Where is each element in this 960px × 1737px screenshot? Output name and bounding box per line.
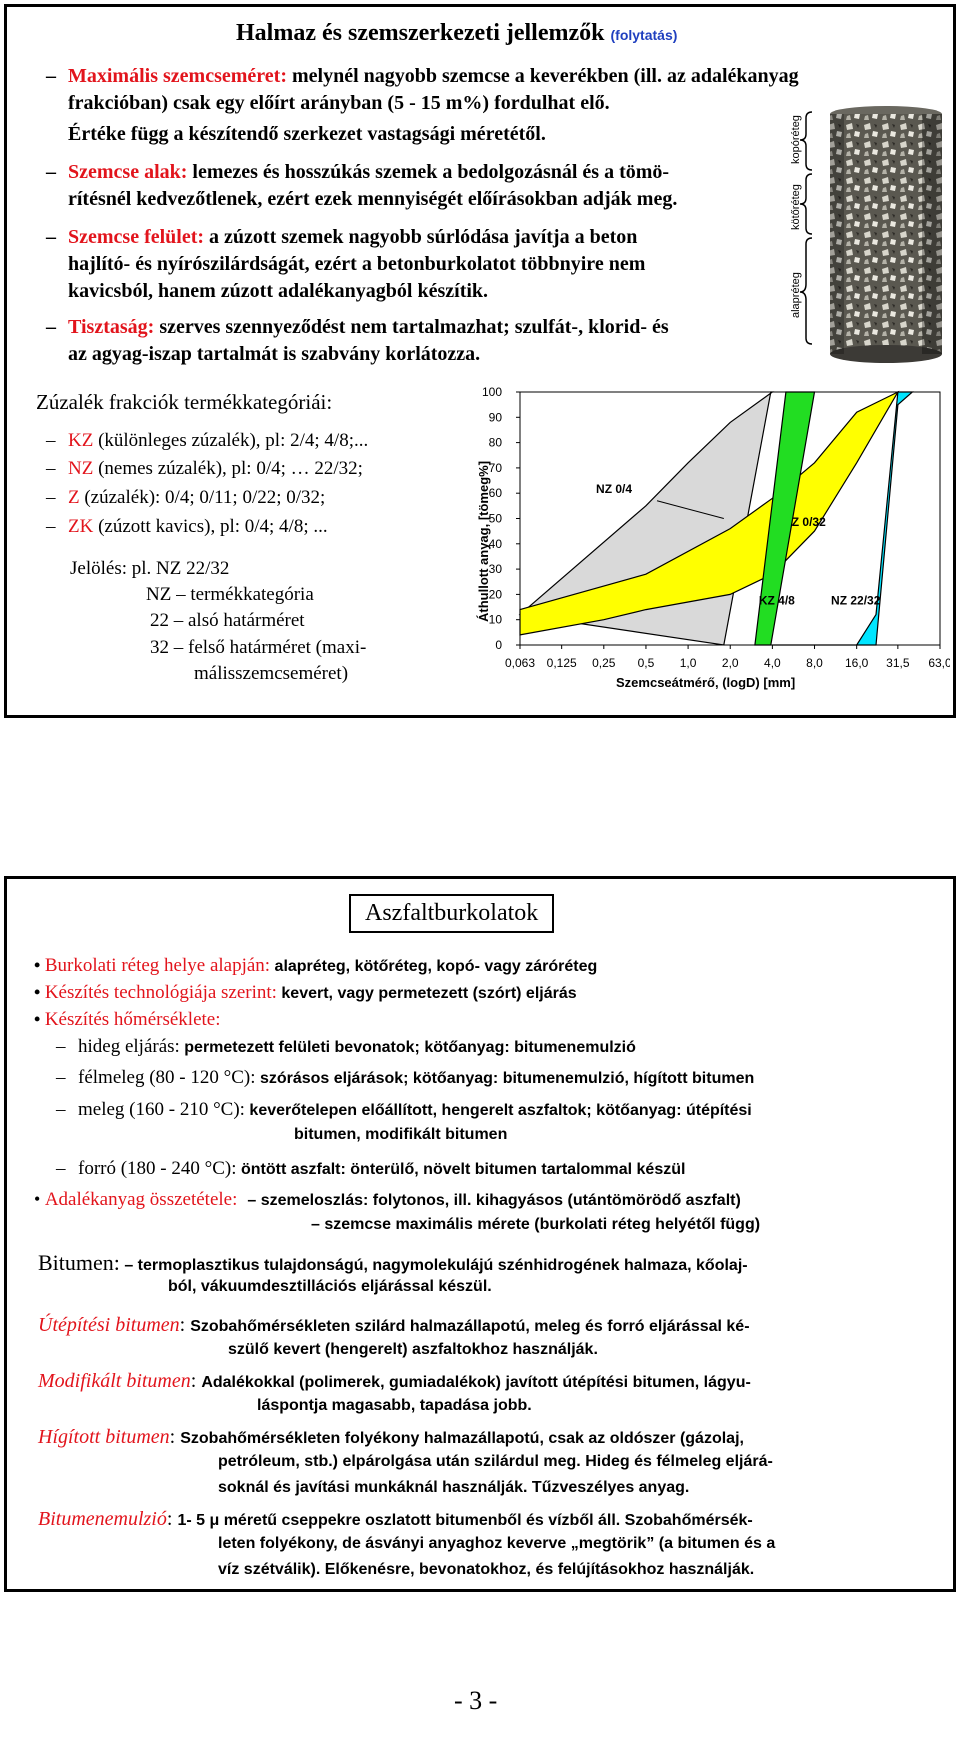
x-tick-label-9: 31,5 — [886, 656, 910, 670]
item-max-size-line3: Értéke függ a készítendő szerkezet vastagsági méretétől. — [68, 123, 546, 145]
label-kopo: kopóréteg — [790, 115, 802, 164]
x-tick-label-4: 1,0 — [679, 656, 697, 670]
bullet-layer: • Burkolati réteg helye alapján: alapréteg, kötőréteg, kopó- vagy záróréteg — [34, 955, 598, 976]
aggregate-line2: – szemcse maximális mérete (burkolati réteg helyétől függ) — [311, 1216, 761, 1233]
marking-title: Jelölés: pl. NZ 22/32 — [70, 558, 230, 579]
x-tick-label-3: 0,5 — [637, 656, 655, 670]
fraction-kz: – KZ (különleges zúzalék), pl: 2/4; 4/8;... — [46, 430, 369, 451]
marking-line-2: 22 – alsó határméret — [150, 610, 305, 631]
x-tick-label-10: 63,0 — [928, 656, 950, 670]
y-tick-label-7: 70 — [488, 460, 502, 475]
fraction-zk: – ZK (zúzott kavics), pl: 0/4; 4/8; ... — [46, 516, 328, 537]
bitumen-def: Bitumen: – termoplasztikus tulajdonságú, nagymolekulájú szénhidrogének halmaza, kőolaj- — [38, 1250, 748, 1275]
item-shape-line2: rítésnél kedvezőtlenek, ezért ezek mennyiségét előírásokban adják meg. — [68, 188, 678, 210]
x-tick-label-8: 16,0 — [844, 656, 869, 670]
x-tick-label-7: 8,0 — [806, 656, 823, 670]
marking-line-4: málisszemcseméret) — [194, 663, 349, 684]
chart-annotation-3: NZ 22/32 — [831, 593, 881, 608]
bullet-temp: • Készítés hőmérséklete: — [34, 1009, 221, 1030]
item-shape: – Szemcse alak: lemezes és hosszúkás szemek a bedolgozásnál és a tömö- — [46, 161, 670, 183]
y-tick-label-6: 60 — [488, 486, 502, 501]
x-tick-label-5: 2,0 — [721, 656, 739, 670]
def-road-bitumen: Útépítési bitumen: Szobahőmérsékleten szilárd halmazállapotú, meleg és forró eljárással ké- — [38, 1314, 750, 1336]
temp-warm-line2: bitumen, modifikált bitumen — [294, 1126, 508, 1143]
temp-warm: – meleg (160 - 210 °C): keverőtelepen előállított, hengerelt aszfaltok; kötőanyag: útépítési — [56, 1099, 752, 1120]
section1-title: Halmaz és szemszerkezeti jellemzők (folytatás) — [236, 20, 678, 46]
item-purity: – Tisztaság: szerves szennyeződést nem tartalmazhat; szulfát-, klorid- és — [46, 316, 669, 338]
chart-ylabel: Áthullott anyag, [tömeg%] — [476, 460, 491, 622]
fractions-heading: Zúzalék frakciók termékkategóriái: — [36, 390, 333, 414]
x-tick-label-0: 0,063 — [504, 656, 536, 670]
asphalt-heading: Aszfaltburkolatok — [349, 894, 554, 933]
y-tick-label-3: 30 — [488, 562, 502, 577]
y-tick-label-5: 50 — [488, 511, 502, 526]
x-tick-label-1: 0,125 — [546, 656, 577, 670]
chart-annotation-0: NZ 0/4 — [596, 482, 633, 497]
marking-line-1: NZ – termékkategória — [146, 584, 314, 605]
item-surface: – Szemcse felület: a zúzott szemek nagyobb súrlódása javítja a beton — [46, 226, 638, 248]
item-surface-line2: hajlító- és nyírószilárdságát, ezért a betonburkolatot többnyire nem — [68, 253, 646, 275]
bitumen-def-line2: ból, vákuumdesztillációs eljárással készül. — [168, 1278, 492, 1295]
y-tick-label-10: 100 — [481, 385, 502, 399]
label-koto: kötőréteg — [790, 184, 802, 230]
y-tick-label-2: 20 — [488, 587, 502, 602]
y-tick-label-4: 40 — [488, 536, 502, 551]
fraction-z: – Z (zúzalék): 0/4; 0/11; 0/22; 0/32; — [46, 487, 326, 508]
def-cutback-bitumen-line3: soknál és javítási munkáknál használják. Tűzveszélyes anyag. — [218, 1479, 690, 1496]
item-max-size-line2: frakcióban) csak egy előírt arányban (5 - 15 m%) fordulhat elő. — [68, 92, 610, 114]
marking-line-3: 32 – felső határméret (maxi- — [150, 637, 367, 658]
item-purity-line2: az agyag-iszap tartalmát is szabvány korlátozza. — [68, 343, 481, 365]
temp-cold: – hideg eljárás: permetezett felületi bevonatok; kötőanyag: bitumenemulzió — [56, 1036, 636, 1057]
chart-annotation-2: KZ 4/8 — [758, 593, 795, 608]
y-tick-label-1: 10 — [488, 612, 502, 627]
item-max-size: – Maximális szemcseméret: melynél nagyobb szemcse a keverékben (ill. az adalékanyag — [46, 65, 799, 87]
def-cutback-bitumen-line2: petróleum, stb.) elpárolgása után szilárdul meg. Hideg és félmeleg eljárá- — [218, 1453, 773, 1470]
grading-chart-svg — [445, 380, 950, 695]
def-emulsion-line3: víz szétválik). Előkenésre, bevonatokhoz, és felújításokhoz használják. — [218, 1561, 755, 1578]
def-modified-bitumen: Modifikált bitumen: Adalékokkal (polimerek, gumiadalékok) javított útépítési bitumen, lágyu- — [38, 1370, 751, 1392]
y-tick-label-8: 80 — [488, 435, 502, 450]
def-modified-bitumen-line2: láspontja magasabb, tapadása jobb. — [257, 1397, 532, 1414]
bullet-tech: • Készítés technológiája szerint: kevert, vagy permetezett (szórt) eljárás — [34, 982, 577, 1003]
chart-xlabel: Szemcseátmérő, (logD) [mm] — [616, 675, 796, 690]
section1-title-note: (folytatás) — [610, 27, 678, 43]
x-tick-label-2: 0,25 — [592, 656, 616, 670]
chart-annotation-1: Z 0/32 — [791, 515, 826, 530]
label-alap: alapréteg — [790, 272, 802, 318]
def-emulsion: Bitumenemulzió: 1- 5 μ méretű cseppekre oszlatott bitumenből és vízből áll. Szobahőmérsék- — [38, 1508, 753, 1530]
y-tick-label-9: 90 — [488, 410, 502, 425]
page-number: - 3 - — [454, 1686, 498, 1715]
fraction-nz: – NZ (nemes zúzalék), pl: 0/4; … 22/32; — [46, 458, 363, 479]
aggregate-composition: • Adalékanyag összetétele: – szemeloszlás: folytonos, ill. kihagyásos (utántömörödő aszfalt) — [34, 1189, 741, 1210]
grading-chart — [445, 380, 950, 695]
y-tick-label-0: 0 — [495, 638, 502, 652]
temp-hot: – forró (180 - 240 °C): öntött aszfalt: önterülő, növelt bitumen tartalommal készül — [56, 1158, 686, 1179]
def-cutback-bitumen: Hígított bitumen: Szobahőmérsékleten folyékony halmazállapotú, csak az oldószer (gázolaj, — [38, 1426, 744, 1448]
x-tick-label-6: 4,0 — [764, 656, 781, 670]
temp-semiwarm: – félmeleg (80 - 120 °C): szórásos eljárások; kötőanyag: bitumenemulzió, hígított bitumen — [56, 1067, 755, 1088]
def-emulsion-line2: leten folyékony, de ásványi anyaghoz keverve „megtörik” (a bitumen és a — [218, 1535, 776, 1552]
item-surface-line3: kavicsból, hanem zúzott adalékanyagból készítik. — [68, 280, 489, 302]
def-road-bitumen-line2: szülő kevert (hengerelt) aszfaltokhoz használják. — [228, 1341, 598, 1358]
